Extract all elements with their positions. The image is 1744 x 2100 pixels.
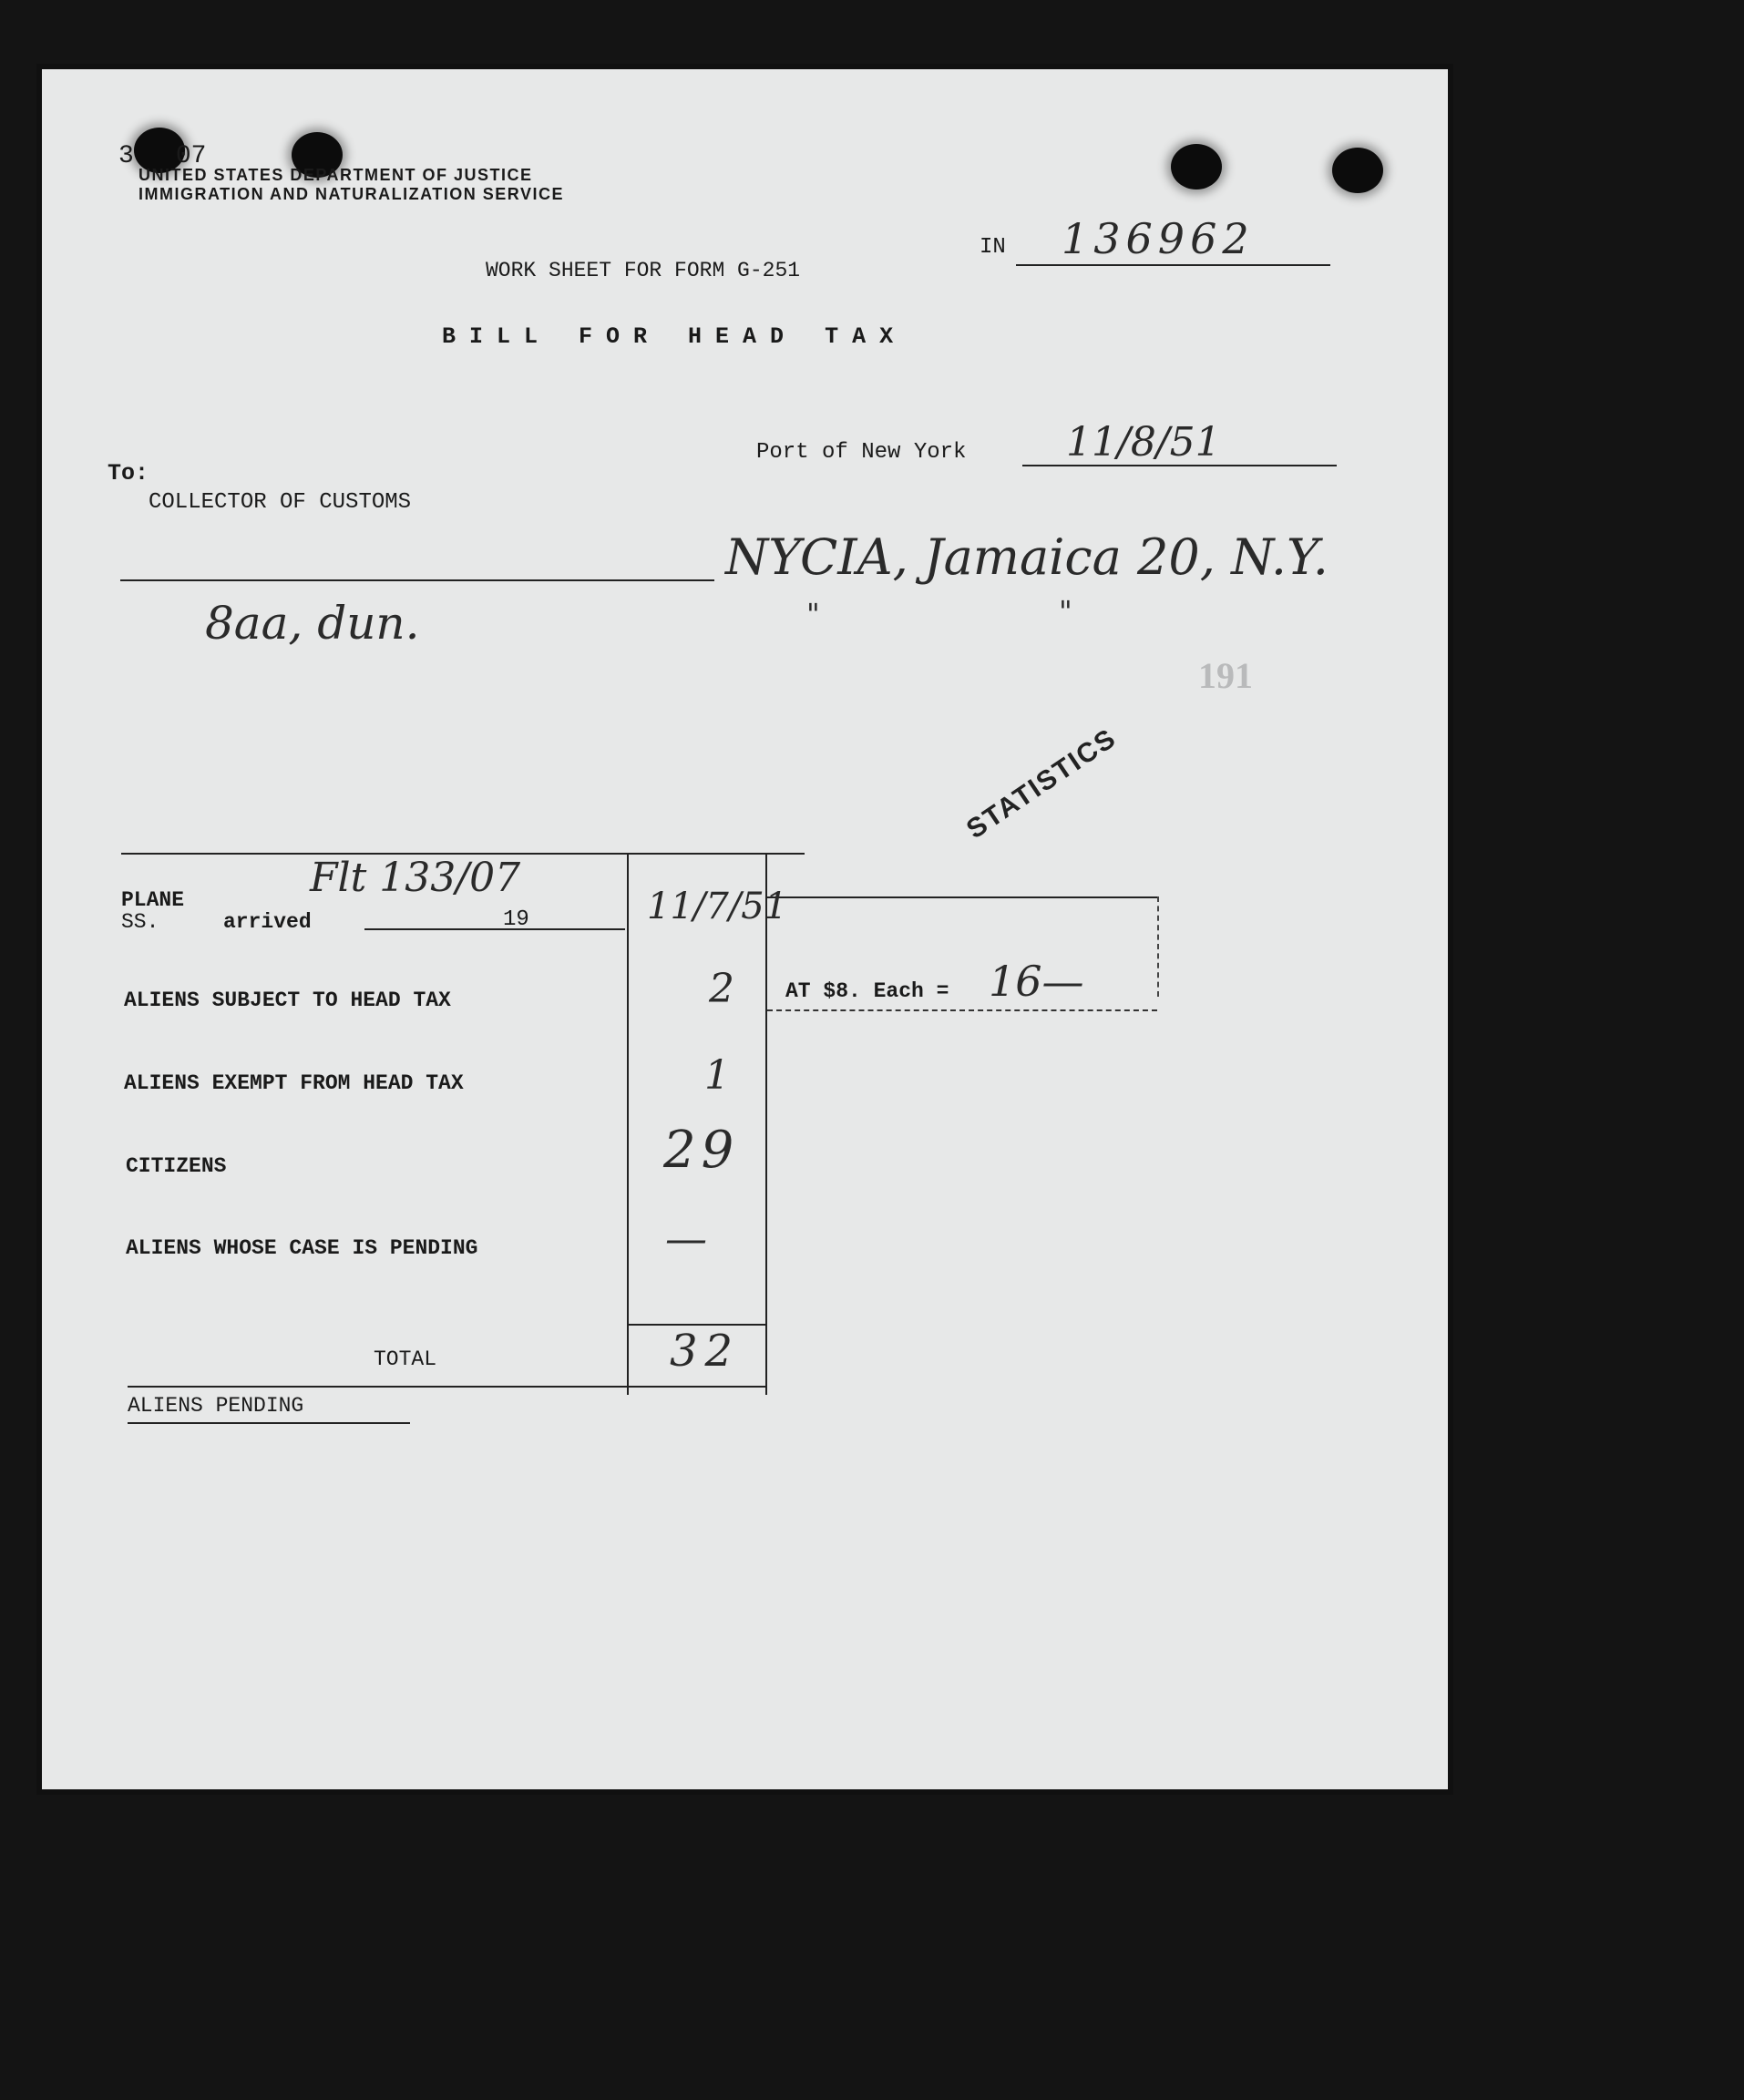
table-divider-right	[765, 853, 767, 1395]
row-value-citizens: 29	[663, 1121, 740, 1180]
row-label-pending: ALIENS WHOSE CASE IS PENDING	[126, 1236, 478, 1260]
address-rule	[120, 579, 714, 581]
corner-number-suffix: 07	[175, 142, 207, 170]
agency-line-1: UNITED STATES DEPARTMENT OF JUSTICE	[138, 166, 533, 184]
document-page	[36, 64, 1453, 1795]
rate-box-bottom	[767, 1009, 1157, 1011]
total-value: 32	[670, 1326, 741, 1377]
aliens-pending-label: ALIENS PENDING	[128, 1394, 304, 1418]
handwritten-location: NYCIA, Jamaica 20, N.Y.	[725, 528, 1329, 586]
rate-amount: 16—	[989, 957, 1084, 1006]
in-number-rule	[1016, 264, 1330, 266]
pending-rule	[128, 1422, 410, 1424]
row-value-exempt: 1	[704, 1052, 730, 1099]
corner-number-prefix: 3	[118, 142, 134, 170]
punch-hole	[1171, 144, 1222, 190]
worksheet-title: WORK SHEET FOR FORM G-251	[486, 259, 801, 282]
ditto-mark-1: "	[806, 597, 820, 631]
in-label: IN	[980, 235, 1006, 260]
table-divider-left	[627, 853, 629, 1395]
row-label-subject: ALIENS SUBJECT TO HEAD TAX	[124, 989, 451, 1012]
agency-line-2: IMMIGRATION AND NATURALIZATION SERVICE	[138, 185, 564, 203]
to-label: To:	[108, 460, 149, 487]
year-prefix: 19	[503, 907, 529, 932]
in-number: 136962	[1062, 214, 1255, 263]
plane-label: PLANE	[121, 888, 185, 912]
port-date: 11/8/51	[1066, 419, 1221, 466]
total-rule	[128, 1386, 767, 1388]
bill-title: B I L L F O R H E A D T A X	[442, 323, 894, 350]
row-value-subject: 2	[709, 966, 734, 1012]
punch-hole	[1332, 148, 1383, 193]
port-label: Port of New York	[756, 440, 967, 465]
faint-number: 191	[1198, 655, 1253, 696]
arrived-rule	[364, 928, 625, 930]
row-value-pending: —	[665, 1214, 707, 1263]
row-label-citizens: CITIZENS	[126, 1154, 227, 1178]
ss-label: SS.	[121, 910, 159, 934]
statistics-stamp: STATISTICS	[961, 722, 1123, 845]
rate-box-right	[1157, 896, 1159, 997]
arrived-label: arrived	[223, 910, 312, 934]
rate-label: AT $8. Each =	[785, 979, 949, 1003]
rate-box-top	[765, 896, 1157, 898]
handwritten-note: 8aa, dun.	[205, 597, 420, 650]
flight-number: Flt 133/07	[310, 855, 521, 901]
port-date-rule	[1022, 465, 1337, 466]
ditto-mark-2: "	[1059, 594, 1072, 629]
total-label: TOTAL	[374, 1347, 437, 1371]
arrival-date: 11/7/51	[647, 886, 788, 927]
row-label-exempt: ALIENS EXEMPT FROM HEAD TAX	[124, 1071, 464, 1095]
recipient: COLLECTOR OF CUSTOMS	[149, 490, 412, 515]
